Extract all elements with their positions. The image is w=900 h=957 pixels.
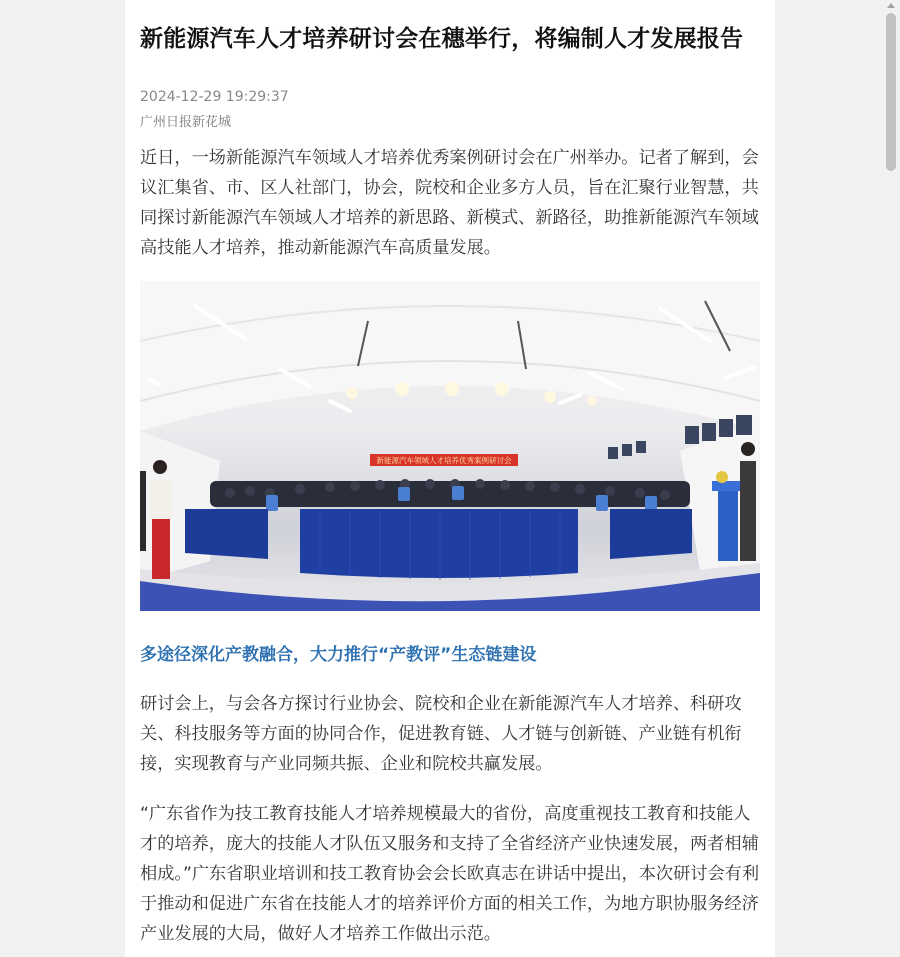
article-source: 广州日报新花城 [140,115,232,130]
section-subheading: 多途径深化产教融合，大力推行“产教评”生态链建设 [140,645,537,665]
paragraph-quote: “广东省作为技工教育技能人才培养规模最大的省份，高度重视技工教育和技能人才的培养，庞大的技能人才队伍又服务和支持了全省经济产业快速发展，两者相辅相成。”广东省职业培训和技工教育协会会长欧真志在讲话中提出，本次研讨会有利于推动和促进广东省在技能人才的培养评价方面的相关工作，为地方职协服务经济产业发展的大局，做好人才培养工作做出示范。 [140,804,760,944]
article-container [125,0,775,957]
photo-banner-text: 新能源汽车领域人才培养优秀案例研讨会 [376,456,512,465]
publish-datetime: 2024-12-29 19:29:37 [140,89,289,105]
paragraph-intro: 近日，一场新能源汽车领域人才培养优秀案例研讨会在广州举办。记者了解到，会议汇集省、市、区人社部门，协会，院校和企业多方人员，旨在汇聚行业智慧，共同探讨新能源汽车领域人才培养的新思路、新模式、新路径，助推新能源汽车领域高技能人才培养，推动新能源汽车高质量发展。 [140,148,759,258]
paragraph-discussion: 研讨会上，与会各方探讨行业协会、院校和企业在新能源汽车人才培养、科研攻关、科技服务等方面的协同合作，促进教育链、人才链与创新链、产业链有机衔接，实现教育与产业同频共振、企业和院校共赢发展。 [140,694,742,774]
article-title: 新能源汽车人才培养研讨会在穗举行，将编制人才发展报告 [140,26,744,52]
conference-hall-image [140,281,760,611]
conference-photo [140,281,760,611]
scroll-up-arrow-icon[interactable] [887,3,895,8]
vertical-scrollbar[interactable] [883,0,900,957]
scrollbar-thumb[interactable] [886,13,896,171]
